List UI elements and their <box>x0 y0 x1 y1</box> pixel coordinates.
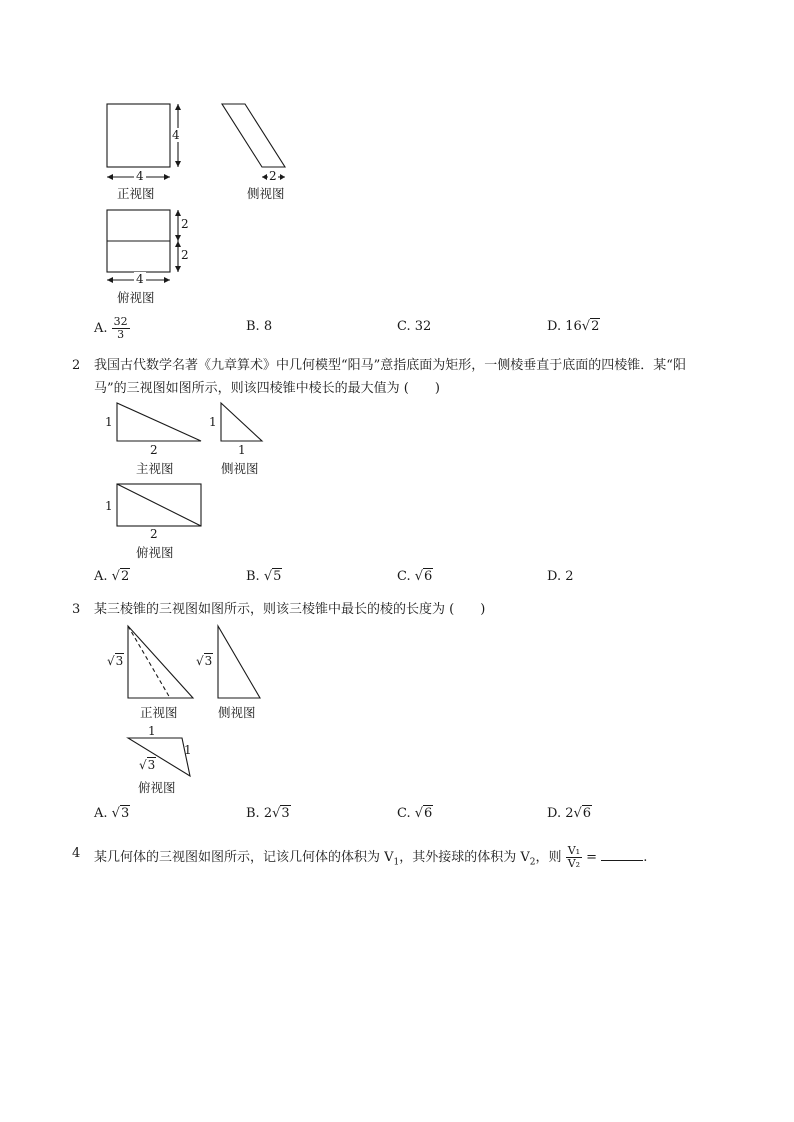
q2-option-a: A. √2 <box>94 569 130 584</box>
q3-side-h: √3 <box>196 654 213 668</box>
q1-front-caption: 正视图 <box>117 186 155 201</box>
q2-front-h: 1 <box>105 415 113 429</box>
q1-option-c: C. 32 <box>397 319 432 334</box>
q4-text: 某几何体的三视图如图所示，记该几何体的体积为 $V_1$，其外接球的体积为 $V_2$，则 $\frac{\text{V₁}}{\text{V₂}}$ = . <box>94 844 648 870</box>
q2-option-c: C. √6 <box>397 569 433 584</box>
q1-top-dim-w: 4 <box>136 272 144 286</box>
q1-top-dim-h2: 2 <box>181 248 189 262</box>
q3-top-caption: 俯视图 <box>138 780 176 795</box>
q2-number: 2 <box>72 358 81 373</box>
q1-top-caption: 俯视图 <box>117 290 155 305</box>
q3-front-h: √3 <box>107 654 124 668</box>
q2-text-line2: 马”的三视图如图所示，则该四棱锥中棱长的最大值为 ( ) <box>94 381 440 396</box>
q2-top-w: 2 <box>150 527 158 541</box>
q2-text-line1: 我国古代数学名著《九章算术》中几何模型“阳马”意指底面为矩形，一侧棱垂直于底面的四棱锥．某“阳 <box>94 358 686 373</box>
q1-side-dim-w: 2 <box>269 169 277 183</box>
q4-number: 4 <box>72 846 81 861</box>
q3-front-view <box>0 0 300 800</box>
q4-fraction: $\frac{\text{V₁}}{\text{V₂}}$ <box>567 844 581 870</box>
q3-option-d: D. 2√6 <box>547 806 592 821</box>
q3-front-caption: 正视图 <box>140 705 178 720</box>
q3-text-line1: 某三棱锥的三视图如图所示，则该三棱锥中最长的棱的长度为 ( ) <box>94 602 486 617</box>
q3-top-right: 1 <box>184 743 192 757</box>
q1-front-dim-w: 4 <box>136 169 144 183</box>
q2-side-h: 1 <box>209 415 217 429</box>
q1-option-b: B. 8 <box>246 319 273 334</box>
q4-answer-blank[interactable] <box>601 848 643 861</box>
q2-side-caption: 侧视图 <box>221 461 259 476</box>
q1-option-a: A. $\frac{32}{3}$ <box>94 315 128 341</box>
q3-option-a: A. √3 <box>94 806 130 821</box>
q2-option-b: B. √5 <box>246 569 282 584</box>
q1-option-a-fraction: $\frac{32}{3}$ <box>113 315 128 341</box>
q2-option-d: D. 2 <box>547 569 574 584</box>
q3-number: 3 <box>72 602 81 617</box>
q2-front-w: 2 <box>150 443 158 457</box>
q2-top-caption: 俯视图 <box>136 545 174 560</box>
q1-option-d: D. 16√2 <box>547 319 600 334</box>
q1-front-dim-h: 4 <box>172 128 180 142</box>
q1-side-caption: 侧视图 <box>247 186 285 201</box>
q1-top-dim-h1: 2 <box>181 217 189 231</box>
q3-option-b: B. 2√3 <box>246 806 290 821</box>
q2-side-w: 1 <box>238 443 246 457</box>
q3-option-c: C. √6 <box>397 806 433 821</box>
q3-side-caption: 侧视图 <box>218 705 256 720</box>
q3-top-top: 1 <box>148 724 156 738</box>
q2-front-caption: 主视图 <box>136 461 174 476</box>
q2-top-h: 1 <box>105 499 113 513</box>
q3-top-bottom: √3 <box>139 758 156 772</box>
